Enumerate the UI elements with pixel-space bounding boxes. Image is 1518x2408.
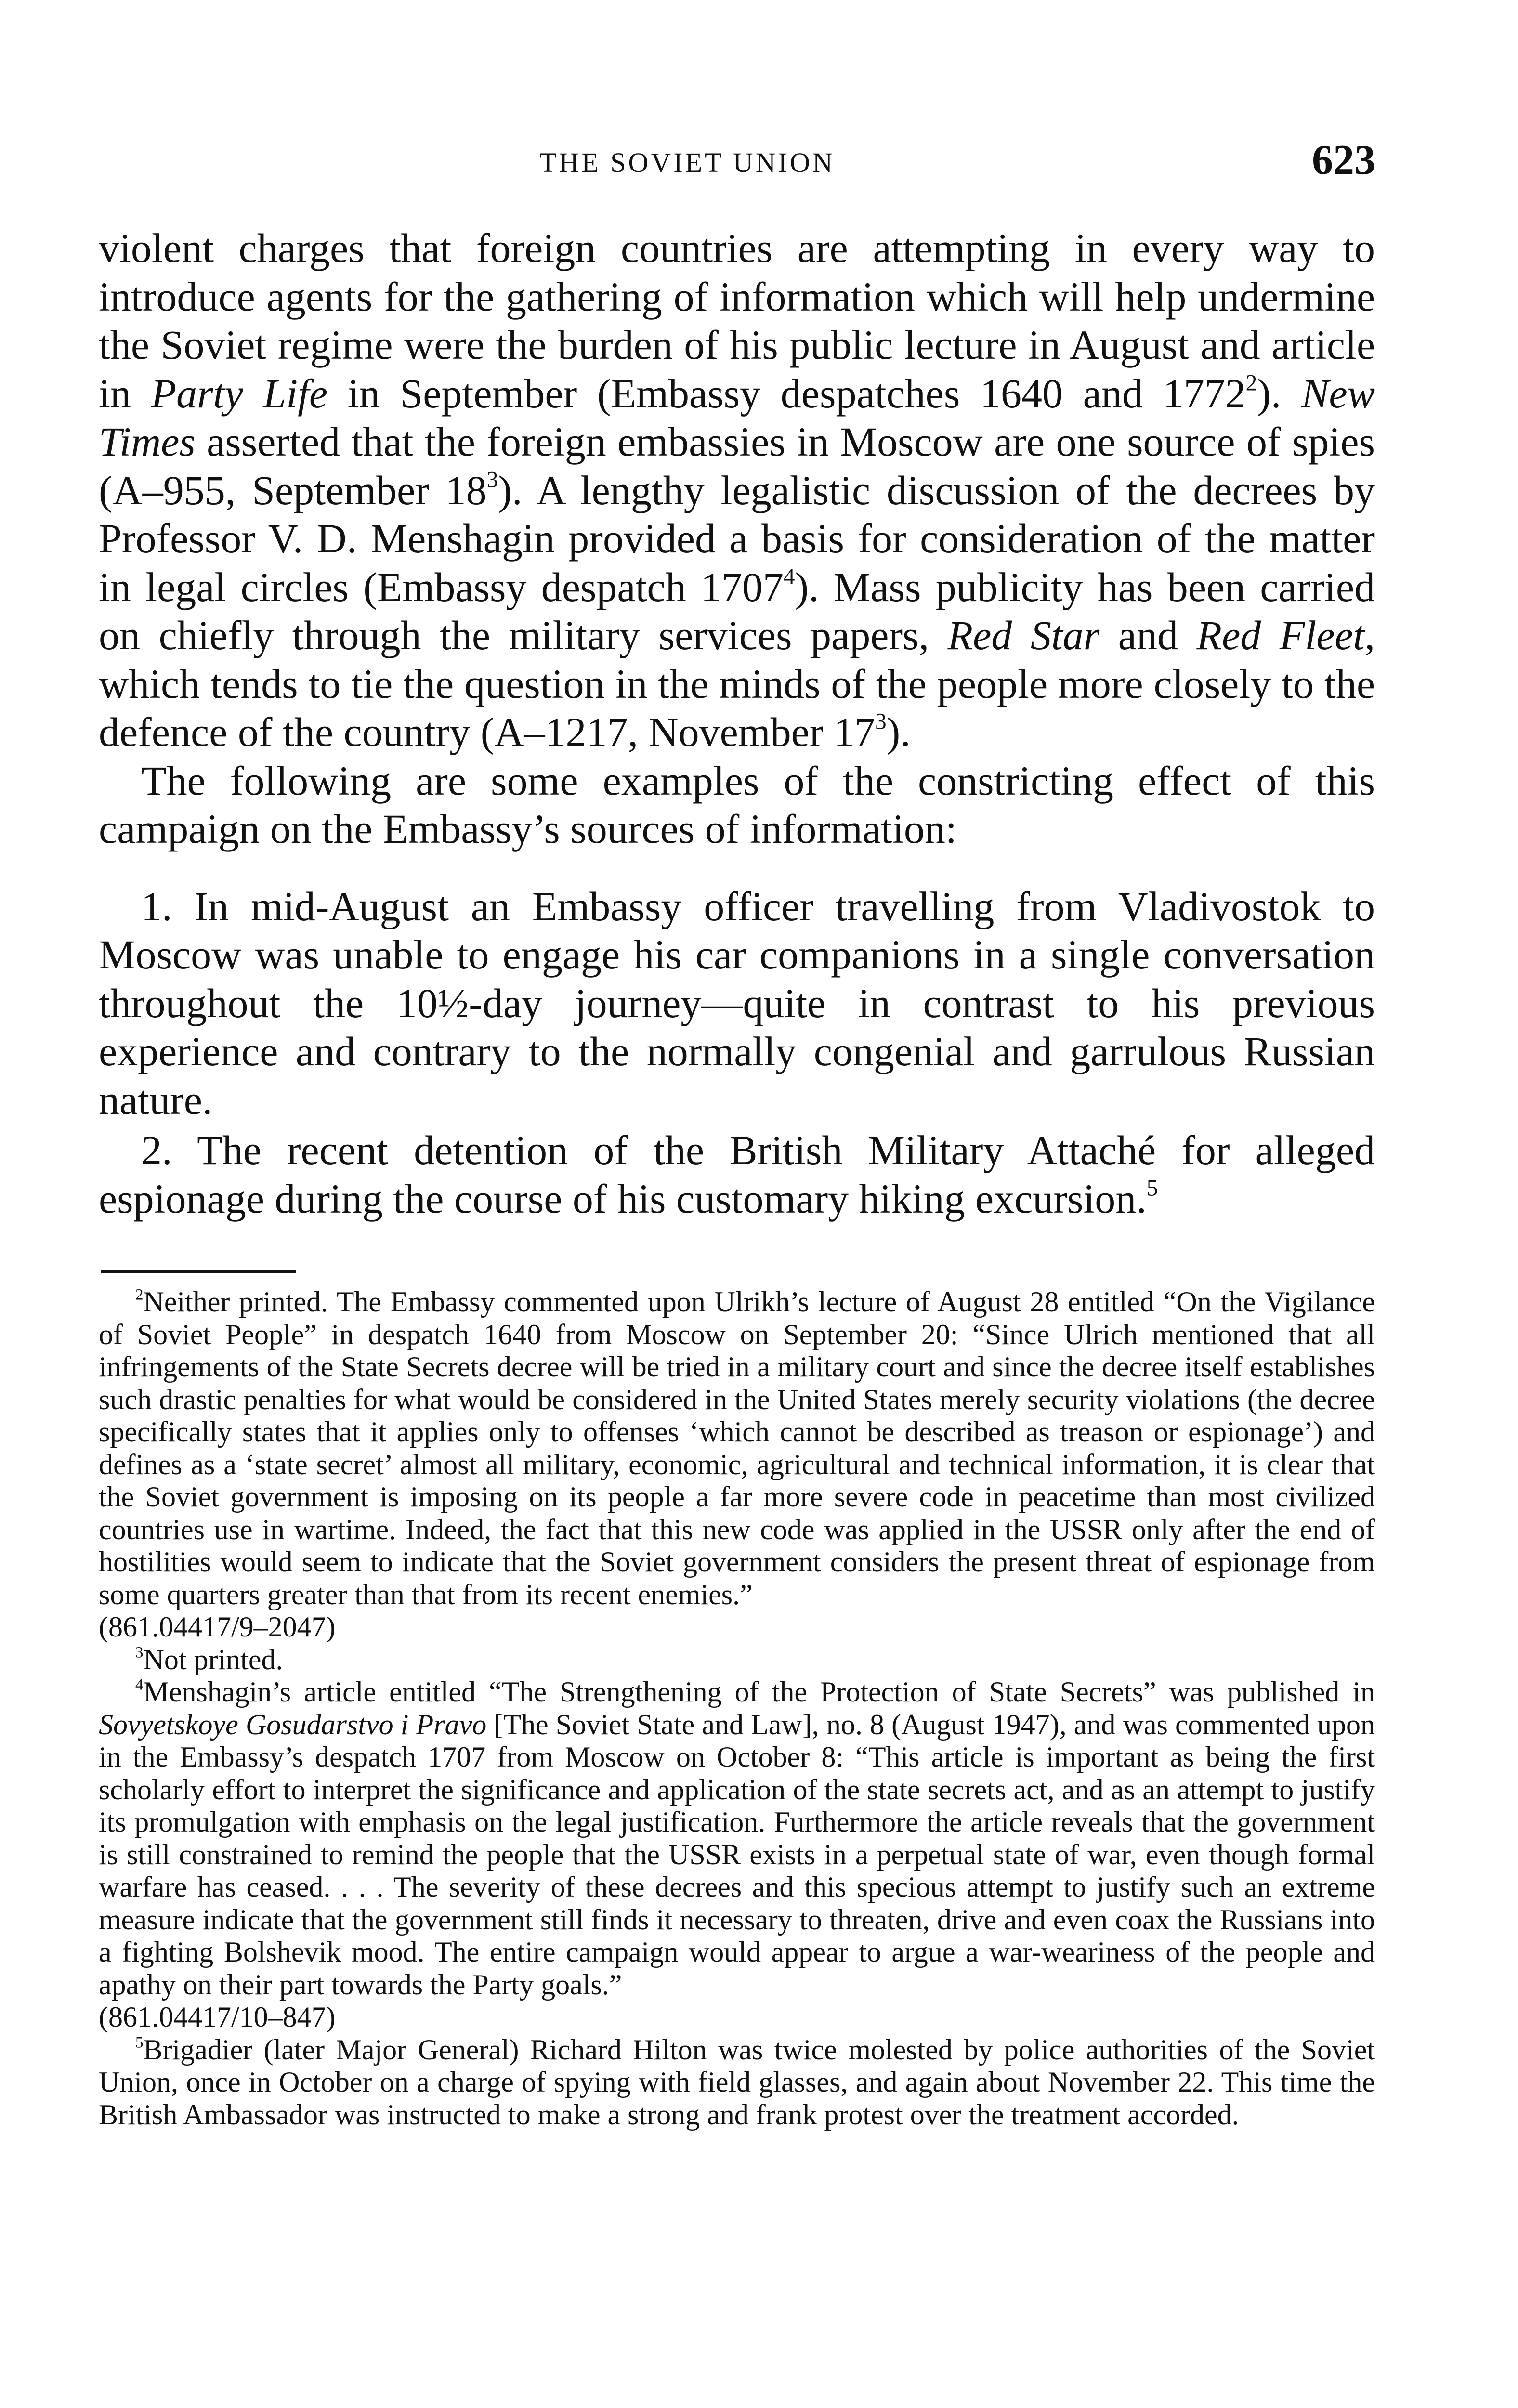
footnote-marker: 5: [135, 2033, 144, 2051]
footnote-marker: 2: [135, 1286, 144, 1304]
paragraph: The following are some examples of the constricting effect of this campaign on the Embassy’s sources of information:: [99, 757, 1375, 852]
footnote-text: Neither printed. The Embassy commented upon Ulrikh’s lecture of August 28 entitled “On the Vigilance of Soviet People” in despatch 1640 from Moscow on September 20: “Since Ulrich mentioned that all infringements of the State Secrets decree will be tried in a military court and since the decree itself establishes such drastic penalties for what would be considered in the United States merely security violations (the decree specifically states that it applies only to offenses ‘which cannot be described as treason or espionage’) and defines as a ‘state secret’ almost all military, economic, agricultural and technical information, it is clear that the Soviet government is imposing on its people a far more severe code in peacetime than most civilized countries use in wartime. Indeed, the fact that this new code was applied in the USSR only after the end of hostilities would seem to indicate that the Soviet government considers the present threat of espionage from some quarters greater than that from its recent enemies.”: [99, 1286, 1375, 1610]
body-text: [99, 224, 1375, 1223]
text-run: ). Mass publicity has been carried on chiefly through the military services papers,: [99, 563, 1375, 658]
text-run: , which tends to tie the question in the minds of the people more closely to the defence of the country (A–1217, November 17: [99, 612, 1375, 755]
text-run: ).: [1257, 370, 1302, 417]
footnote-ref: 2: [1245, 370, 1257, 396]
text-run: and: [1099, 612, 1197, 658]
footnote-ref: 5: [1146, 1176, 1158, 1201]
text-run: violent charges that foreign countries are attempting in every way to introduce agents for the gathering of information which will help undermine the Soviet regime were the burden of his public lecture in August and article in: [99, 225, 1375, 417]
footnote: [99, 1644, 1375, 1676]
footnotes: [99, 1286, 1375, 2131]
footnote-ref: 3: [875, 709, 887, 734]
page-number: 623: [1312, 137, 1375, 183]
footnote-file-ref: (861.04417/9–2047): [99, 1611, 336, 1643]
footnote: [99, 1286, 1375, 1611]
text-run: ). A lengthy legalistic discussion of the decrees by Professor V. D. Menshagin provided a basis for consideration of the matter in legal circles (Embassy despatch 1707: [99, 467, 1375, 610]
list-item: [99, 1126, 1375, 1223]
footnote-text: Menshagin’s article entitled “The Strengthening of the Protection of State Secrets” was published in: [143, 1676, 1375, 1708]
italic-title: New Times: [99, 370, 1375, 465]
list-item: 1. In mid-August an Embassy officer travelling from Vladivostok to Moscow was unable to engage his car companions in a single conversation throughout the 10½-day journey—quite in contrast to his previous experience and contrary to the normally congenial and garrulous Russian nature.: [99, 883, 1375, 1123]
text-run: 2. The recent detention of the British Military Attaché for alleged espionage during the course of his customary hiking excursion.: [99, 1127, 1375, 1222]
footnote-text: Not printed.: [143, 1643, 283, 1675]
footnote-file-ref: (861.04417/10–847): [99, 2001, 336, 2033]
text-run: in September (Embassy despatches 1640 and 1772: [327, 370, 1246, 417]
running-title: THE SOVIET UNION: [539, 147, 835, 178]
footnote-marker: 3: [135, 1643, 144, 1661]
italic-title: Red Fleet: [1196, 612, 1365, 658]
running-head: [0, 139, 1518, 187]
footnote-ref: 3: [486, 467, 498, 493]
footnote: [99, 1676, 1375, 2001]
footnote-ref: 4: [783, 564, 795, 589]
text-run: asserted that the foreign embassies in Moscow are one source of spies (A–955, September 18: [99, 419, 1375, 513]
footnote-marker: 4: [135, 1676, 144, 1694]
italic-title: Party Life: [151, 370, 328, 417]
text-run: ).: [886, 709, 911, 755]
footnote: [99, 2034, 1375, 2132]
italic-title: Sovyetskoye Gosudarstvo i Pravo: [99, 1708, 487, 1741]
paragraph-continued: [99, 224, 1375, 757]
footnote-text: Brigadier (later Major General) Richard Hilton was twice molested by police authorities of the Soviet Union, once in October on a charge of spying with field glasses, and again about November 22. This time the British Ambassador was instructed to make a strong and frank protest over the treatment accorded.: [99, 2033, 1375, 2131]
footnote-text: [The Soviet State and Law], no. 8 (August 1947), and was commented upon in the Embassy’s despatch 1707 from Moscow on October 8: “This article is important as being the first scholarly effort to interpret the significance and application of the state secrets act, and as an attempt to justify its promulgation with emphasis on the legal justification. Furthermore the article reveals that the government is still constrained to remind the people that the USSR exists in a perpetual state of war, even though formal warfare has ceased. . . . The severity of these decrees and this specious attempt to justify such an extreme measure indicate that the government still finds it necessary to threaten, drive and even coax the Russians into a fighting Bolshevik mood. The entire campaign would appear to argue a war-weariness of the people and apathy on their part towards the Party goals.”: [99, 1708, 1375, 2001]
italic-title: Red Star: [947, 612, 1100, 658]
footnote-rule: [101, 1270, 296, 1273]
